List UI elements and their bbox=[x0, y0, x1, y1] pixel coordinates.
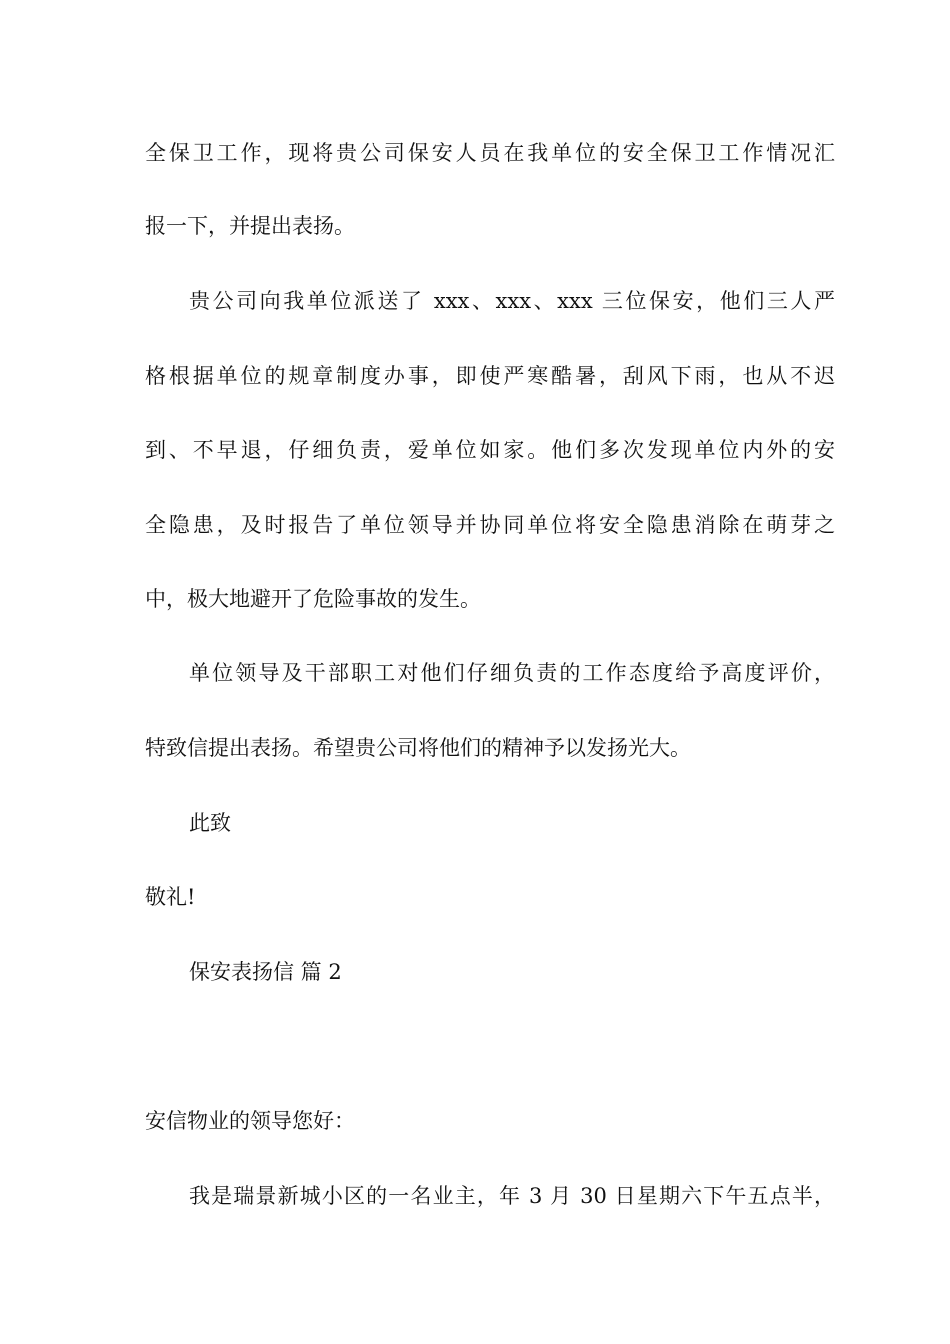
closing-regards: 敬礼! bbox=[145, 885, 196, 909]
paragraph-line: 单位领导及干部职工对他们仔细负责的工作态度给予高度评价， bbox=[189, 661, 835, 685]
paragraph-line: 报一下，并提出表扬。 bbox=[145, 214, 355, 238]
paragraph-line: 特致信提出表扬。希望贵公司将他们的精神予以发扬光大。 bbox=[145, 736, 691, 760]
paragraph-line: 全隐患，及时报告了单位领导并协同单位将安全隐患消除在萌芽之 bbox=[145, 513, 835, 537]
paragraph-line: 到、不早退，仔细负责，爱单位如家。他们多次发现单位内外的安 bbox=[145, 438, 835, 462]
paragraph-line: 格根据单位的规章制度办事，即使严寒酷暑，刮风下雨，也从不迟 bbox=[145, 364, 835, 388]
section-heading: 保安表扬信 篇 2 bbox=[189, 960, 342, 984]
paragraph-line: 中，极大地避开了危险事故的发生。 bbox=[145, 587, 481, 611]
letter-greeting: 安信物业的领导您好： bbox=[145, 1109, 355, 1133]
paragraph-line: 贵公司向我单位派送了 xxx、xxx、xxx 三位保安，他们三人严 bbox=[189, 289, 835, 313]
paragraph-line: 我是瑞景新城小区的一名业主，年 3 月 30 日星期六下午五点半， bbox=[189, 1184, 835, 1208]
paragraph-line: 全保卫工作，现将贵公司保安人员在我单位的安全保卫工作情况汇 bbox=[145, 141, 835, 165]
closing-salutation: 此致 bbox=[189, 811, 231, 835]
